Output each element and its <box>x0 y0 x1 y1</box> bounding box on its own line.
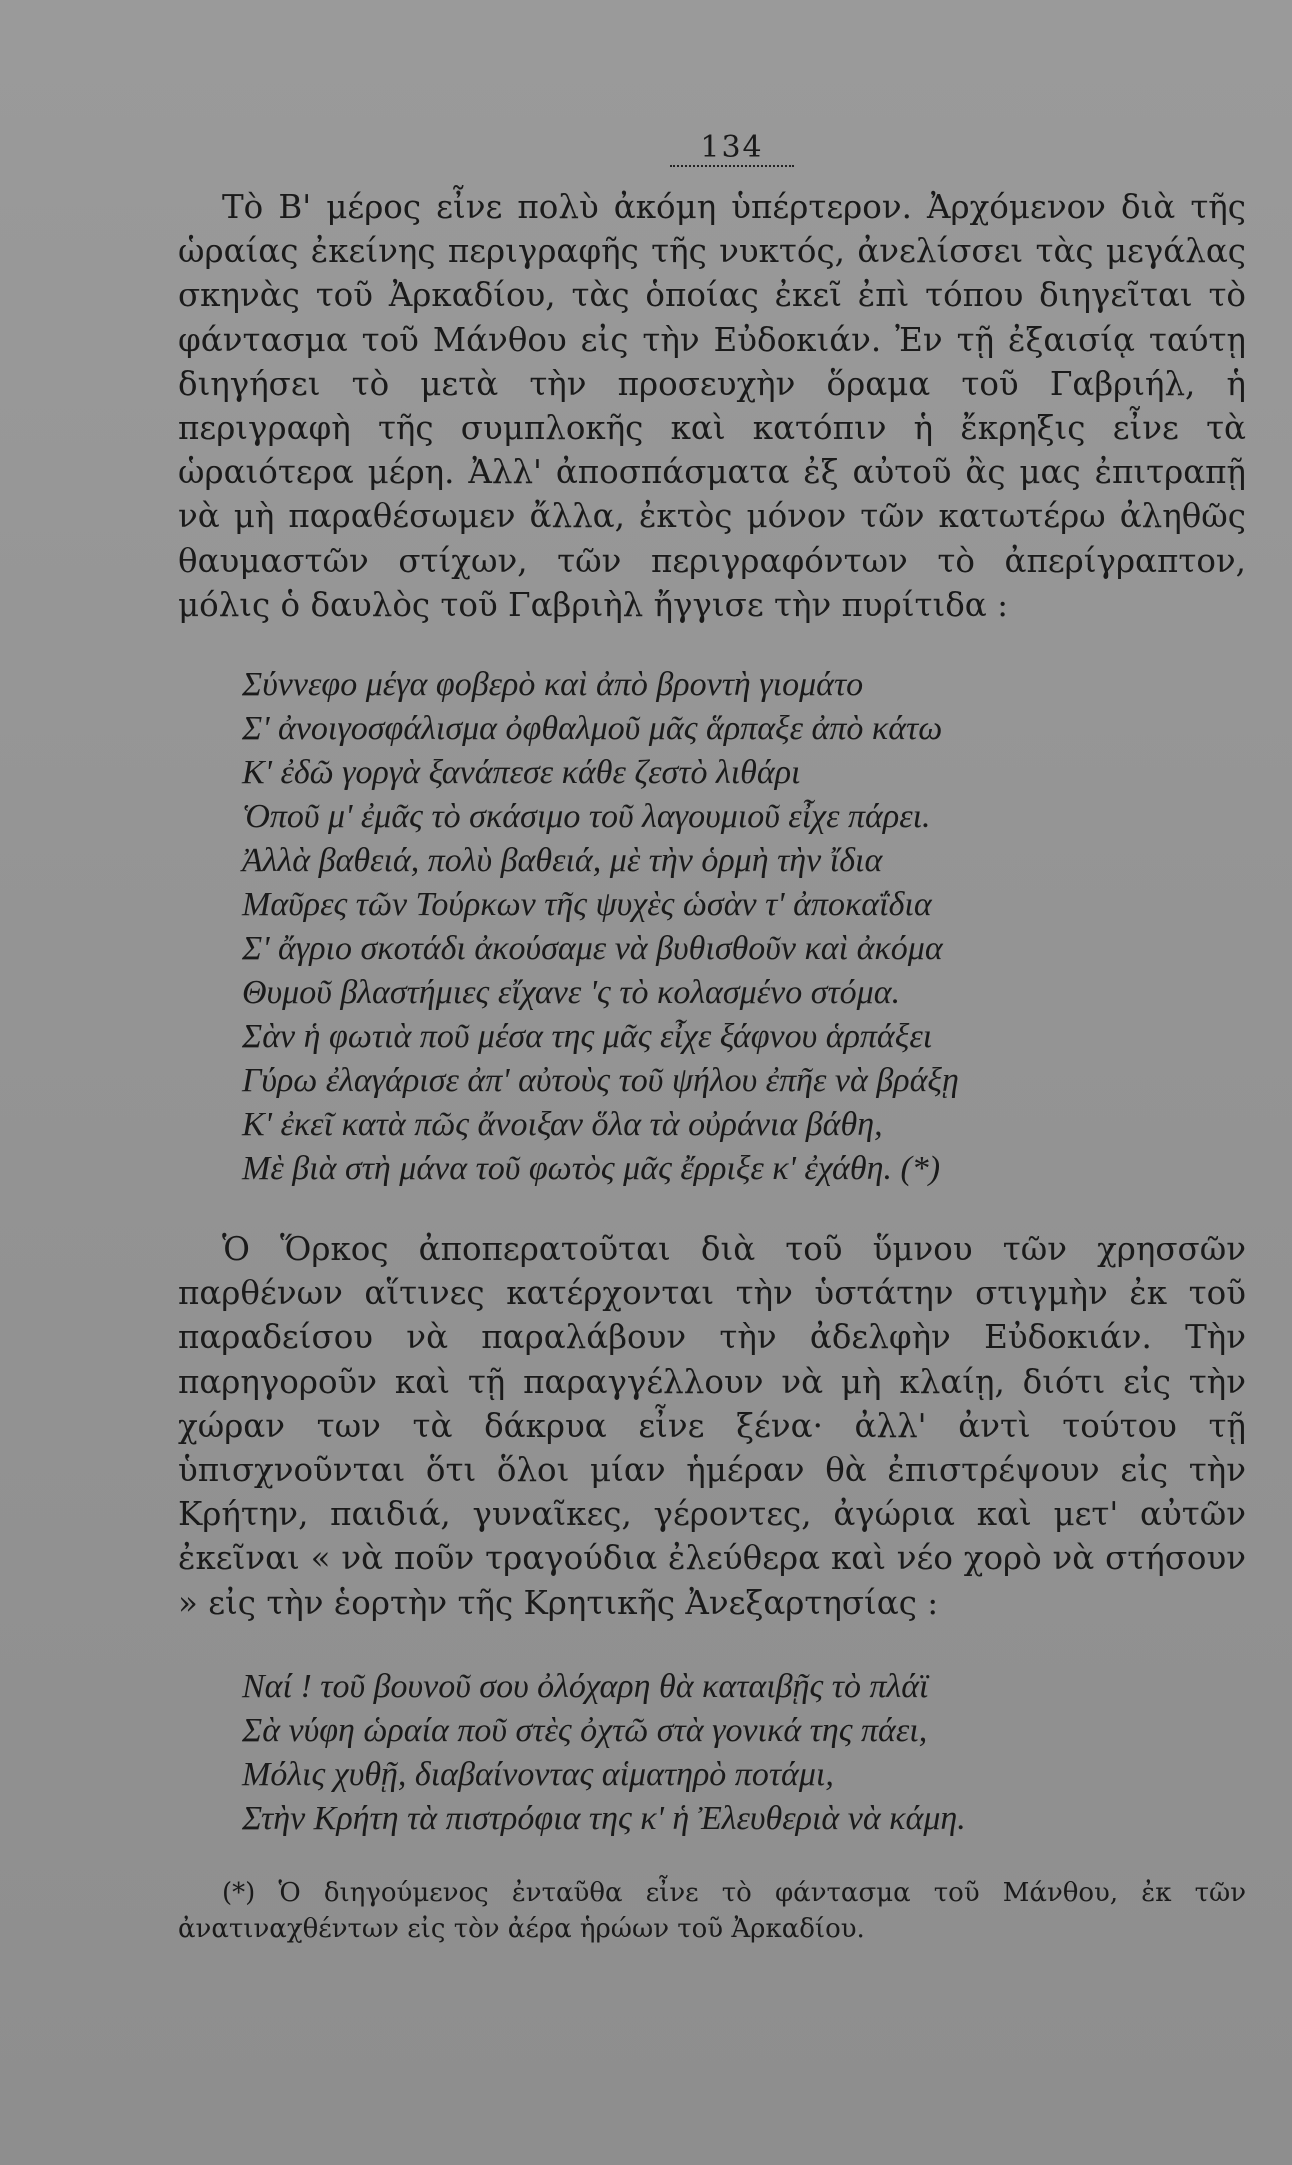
poem-line: Μαῦρες τῶν Τούρκων τῆς ψυχὲς ὡσὰν τ' ἀποκαΐδια <box>242 886 932 924</box>
poem-line: Κ' ἐκεῖ κατὰ πῶς ἄνοιξαν ὅλα τὰ οὐράνια βάθη, <box>242 1106 883 1144</box>
poem-line: Μόλις χυθῇ, διαβαίνοντας αἱματηρὸ ποτάμι, <box>242 1755 834 1793</box>
poem-line: Θυμοῦ βλαστήμιες εἴχανε 'ς τὸ κολασμένο στόμα. <box>242 974 901 1012</box>
page-number: 134 <box>178 130 1246 165</box>
poem-line: Σύννεφο μέγα φοβερὸ καὶ ἀπὸ βροντὴ γιομάτο <box>242 666 864 704</box>
poem-line: Μὲ βιὰ στὴ μάνα τοῦ φωτὸς μᾶς ἔρριξε κ' ἐχάθη. (*) <box>242 1150 941 1188</box>
poem-line: Σ' ἄγριο σκοτάδι ἀκούσαμε νὰ βυθισθοῦν καὶ ἀκόμα <box>242 930 943 968</box>
poem-line: Γύρω ἐλαγάρισε ἀπ' αὐτοὺς τοῦ ψήλου ἐπῆε νὰ βράξῃ <box>242 1062 959 1100</box>
footnote: (*) Ὁ διηγούμενος ἐνταῦθα εἶνε τὸ φάντασμα τοῦ Μάνθου, ἐκ τῶν ἀνατιναχθέντων εἰς τὸν ἀέρα ἡρώων τοῦ Ἀρκαδίου. <box>178 1877 1246 1944</box>
paragraph: Τὸ Β' μέρος εἶνε πολὺ ἀκόμη ὑπέρτερον. Ἀρχόμενον διὰ τῆς ὡραίας ἐκείνης περιγραφῆς τῆς νυκτός, ἀνελίσσει τὰς μεγάλας σκηνὰς τοῦ Ἀρκαδίου, τὰς ὁποίας ἐκεῖ ἐπὶ τόπου διηγεῖται τὸ φάντασμα τοῦ Μάνθου εἰς τὴν Εὐδοκιάν. Ἐν τῇ ἐξαισίᾳ ταύτῃ διηγήσει τὸ μετὰ τὴν προσευχὴν ὅραμα τοῦ Γαβριήλ, ἡ περιγραφὴ τῆς συμπλοκῆς καὶ κατόπιν ἡ ἔκρηξις εἶνε τὰ ὡραιότερα μέρη. Ἀλλ' ἀποσπάσματα ἐξ αὐτοῦ ἂς μας ἐπιτραπῇ νὰ μὴ παραθέσωμεν ἄλλα, ἐκτὸς μόνον τῶν κατωτέρω ἀληθῶς θαυμαστῶν στίχων, τῶν περιγραφόντων τὸ ἀπερίγραπτον, μόλις ὁ δαυλὸς τοῦ Γαβριὴλ ἤγγισε τὴν πυρίτιδα : <box>178 188 1246 624</box>
poem-stanza-1 <box>242 663 1246 1191</box>
poem-line: Σὰν ἡ φωτιὰ ποῦ μέσα της μᾶς εἶχε ξάφνου ἁρπάξει <box>242 1018 933 1056</box>
poem-line: Σ' ἀνοιγοσφάλισμα ὀφθαλμοῦ μᾶς ἅρπαξε ἀπὸ κάτω <box>242 710 943 748</box>
prose-section-1 <box>178 185 1246 627</box>
poem-line: Ὁποῦ μ' ἐμᾶς τὸ σκάσιμο τοῦ λαγουμιοῦ εἶχε πάρει. <box>242 798 931 836</box>
paragraph: Ὁ Ὅρκος ἀποπερατοῦται διὰ τοῦ ὕμνου τῶν χρησσῶν παρθένων αἵτινες κατέρχονται τὴν ὑστάτην στιγμὴν ἐκ τοῦ παραδείσου νὰ παραλάβουν τὴν ἀδελφὴν Εὐδοκιάν. Τὴν παρηγοροῦν καὶ τῇ παραγγέλλουν νὰ μὴ κλαίῃ, διότι εἰς τὴν χώραν των τὰ δάκρυα εἶνε ξένα· ἀλλ' ἀντὶ τούτου τῇ ὑπισχνοῦνται ὅτι ὅλοι μίαν ἡμέραν θὰ ἐπιστρέψουν εἰς τὴν Κρήτην, παιδιά, γυναῖκες, γέροντες, ἀγώρια καὶ μετ' αὐτῶν ἐκεῖναι « νὰ ποῦν τραγούδια ἐλεύθερα καὶ νέο χορὸ νὰ στήσουν » εἰς τὴν ἑορτὴν τῆς Κρητικῆς Ἀνεξαρτησίας : <box>178 1230 1246 1622</box>
poem-line: Στὴν Κρήτη τὰ πιστρόφια της κ' ἡ Ἐλευθεριὰ νὰ κάμη. <box>242 1799 966 1837</box>
poem-line: Ναί ! τοῦ βουνοῦ σου ὀλόχαρη θὰ καταιβῇς τὸ πλάϊ <box>242 1667 929 1705</box>
prose-section-2 <box>178 1227 1246 1625</box>
poem-stanza-2 <box>242 1665 1246 1841</box>
poem-line: Ἀλλὰ βαθειά, πολὺ βαθειά, μὲ τὴν ὁρμὴ τὴν ἴδια <box>242 842 883 880</box>
poem-line: Κ' ἐδῶ γοργὰ ξανάπεσε κάθε ζεστὸ λιθάρι <box>242 754 801 792</box>
poem-line: Σὰ νύφη ὡραία ποῦ στὲς ὀχτῶ στὰ γονικά της πάει, <box>242 1711 928 1749</box>
